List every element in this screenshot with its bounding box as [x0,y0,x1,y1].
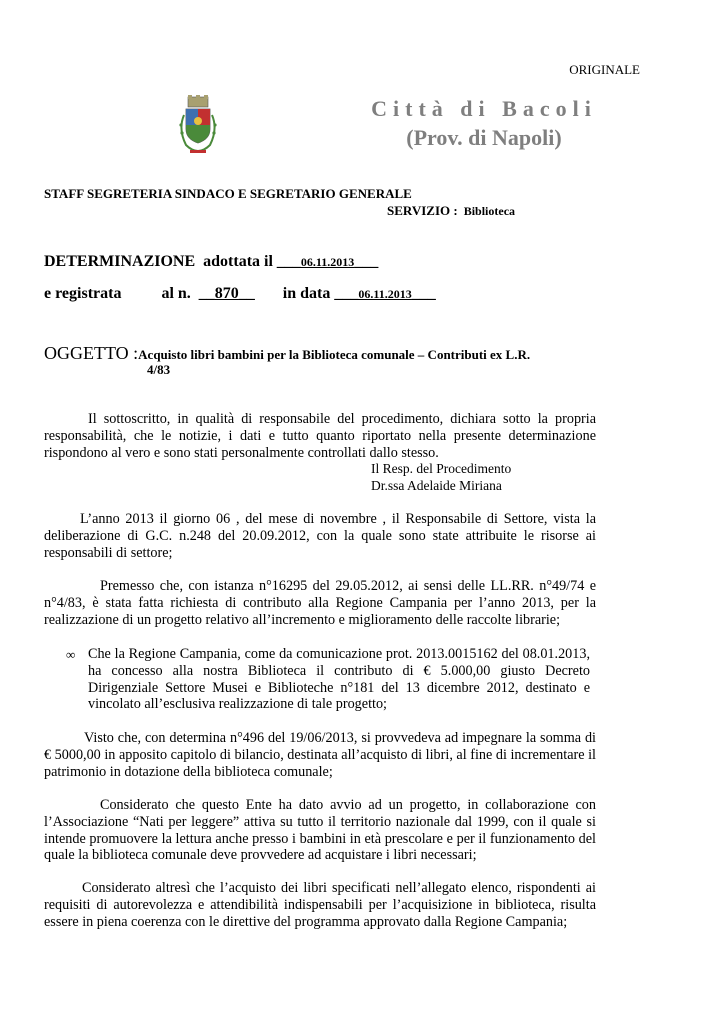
servizio-line [387,203,515,219]
considerato-paragraph: Considerato che questo Ente ha dato avvio ad un progetto, in collaborazione con l’Associazione “Nati per leggere” attiva su tutto il territorio nazionale dal 1999, con il quale si intende promuovere la lettura anche presso i bambini in età prescolare e per il funzionamento del quale la biblioteca comunale deve provvedere ad acquistare i libri necessari; [44,797,596,864]
registered-label: e registrata [44,285,122,302]
declaration-paragraph: Il sottoscritto, in qualità di responsabile del procedimento, dichiara sotto la propria responsabilità, che le notizie, i dati e tutto quanto riportato nella presente determinazione rispondono al vero e sono stati personalmente controllati dallo stesso. [44,411,596,461]
date-adopted: 06.11.2013 [300,255,355,269]
registration-line: e registrata al n. __870__ in data ___06.11.2013___ [44,285,436,302]
subject-label: OGGETTO : [44,343,139,363]
original-label: ORIGINALE [569,62,640,77]
city-title: Città di Bacoli [371,96,597,121]
servizio-label: SERVIZIO : [387,203,458,218]
date-registered: 06.11.2013 [358,287,412,301]
bullet-paragraph: Che la Regione Campania, come da comunicazione prot. 2013.0015162 del 08.01.2013, ha concesso alla nostra Biblioteca il contributo di € 5.000,00 giusto Decreto Dirigenziale Settore Musei e Biblioteche n°181 del 13 dicembre 2012, destinato e vincolato all’esclusiva realizzazione di tale progetto; [88,646,590,713]
signature-role: Il Resp. del Procedimento [371,461,512,476]
considerato-altresi-paragraph: Considerato altresì che l’acquisto dei libri specificati nell’allegato elenco, rispondenti ai requisiti di autorevolezza e attendibilità indispensabili per l’acquisizione in biblioteca, risulta essere in piena coerenza con le direttive del programma approvato dalla Regione Campania; [44,880,596,930]
registration-number: 870 [214,285,239,302]
office-staff: STAFF SEGRETERIA SINDACO E SEGRETARIO GENERALE [44,186,412,201]
coat-of-arms-icon [176,95,220,157]
determination-label: DETERMINAZIONE adottata il [44,253,273,270]
bullet-symbol: ∞ [66,647,76,662]
subject-text: Acquisto libri bambini per la Biblioteca comunale – Contributi ex L.R. [138,347,531,362]
signature-name: Dr.ssa Adelaide Miriana [371,478,502,493]
subject-text-line2: 4/83 [147,362,171,377]
premesso-paragraph: Premesso che, con istanza n°16295 del 29.05.2012, ai sensi delle LL.RR. n°49/74 e n°4/83, è stata fatta richiesta di contributo alla Regione Campania per l’anno 2013, per la realizzazione di un progetto relativo all’incremento e miglioramento delle raccolte librarie; [44,578,596,628]
visto-paragraph: Visto che, con determina n°496 del 19/06/2013, si provvedeva ad impegnare la somma di € 5000,00 in apposito capitolo di bilancio, destinata all’acquisto di libri, al fine di incrementare il patrimonio in dotazione della biblioteca comunale; [44,730,596,780]
year-paragraph: L’anno 2013 il giorno 06 , del mese di novembre , il Responsabile di Settore, vista la deliberazione di G.C. n.248 del 20.09.2012, con la quale sono state attribuite le risorse ai responsabili di settore; [44,511,596,561]
servizio-value: Biblioteca [463,204,516,218]
subject-line [44,343,604,364]
determination-line: DETERMINAZIONE adottata il ___06.11.2013___ [44,253,379,270]
number-label: al n. [161,285,191,302]
province-title: (Prov. di Napoli) [406,125,562,150]
date-label: in data [282,285,331,302]
